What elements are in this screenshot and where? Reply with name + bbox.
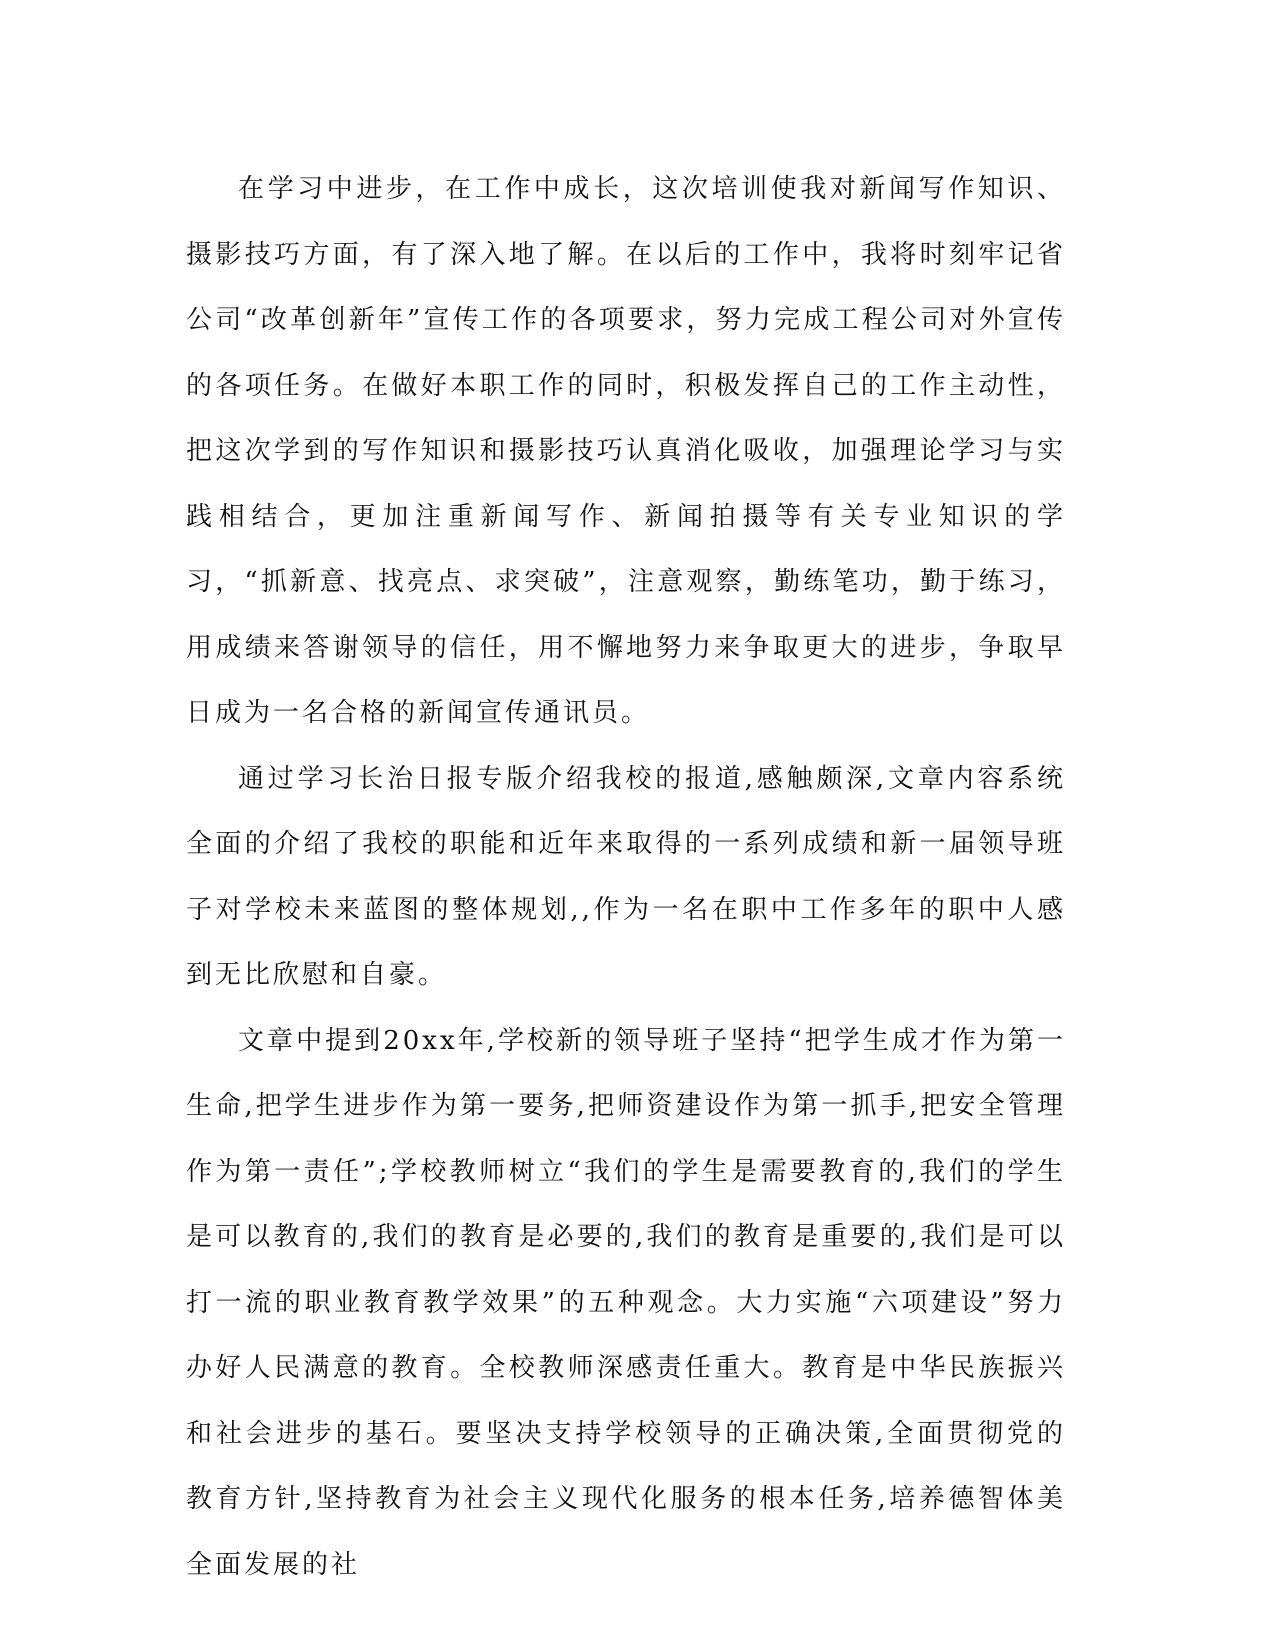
- document-body: [186, 157, 1066, 1598]
- paragraph-newspaper-report: 通过学习长治日报专版介绍我校的报道,感触颇深,文章内容系统全面的介绍了我校的职能和近年来取得的一系列成绩和新一届领导班子对学校未来蓝图的整体规划,,作为一名在职中工作多年的职中人感到无比欣慰和自豪。: [186, 763, 1066, 990]
- paragraph-school-leadership: 文章中提到20xx年,学校新的领导班子坚持“把学生成才作为第一生命,把学生进步作为第一要务,把师资建设作为第一抓手,把安全管理作为第一责任”;学校教师树立“我们的学生是需要教育的,我们的学生是可以教育的,我们的教育是必要的,我们的教育是重要的,我们是可以打一流的职业教育教学效果”的五种观念。大力实施“六项建设”努力办好人民满意的教育。全校教师深感责任重大。教育是中华民族振兴和社会进步的基石。要坚决支持学校领导的正确决策,全面贯彻党的教育方针,坚持教育为社会主义现代化服务的根本任务,培养德智体美全面发展的社: [186, 1025, 1066, 1580]
- paragraph-training-reflection: 在学习中进步，在工作中成长，这次培训使我对新闻写作知识、摄影技巧方面，有了深入地了解。在以后的工作中，我将时刻牢记省公司“改革创新年”宣传工作的各项要求，努力完成工程公司对外宣传的各项任务。在做好本职工作的同时，积极发挥自己的工作主动性，把这次学到的写作知识和摄影技巧认真消化吸收，加强理论学习与实践相结合，更加注重新闻写作、新闻拍摄等有关专业知识的学习，“抓新意、找亮点、求突破”，注意观察，勤练笔功，勤于练习，用成绩来答谢领导的信任，用不懈地努力来争取更大的进步，争取早日成为一名合格的新闻宣传通讯员。: [186, 174, 1066, 728]
